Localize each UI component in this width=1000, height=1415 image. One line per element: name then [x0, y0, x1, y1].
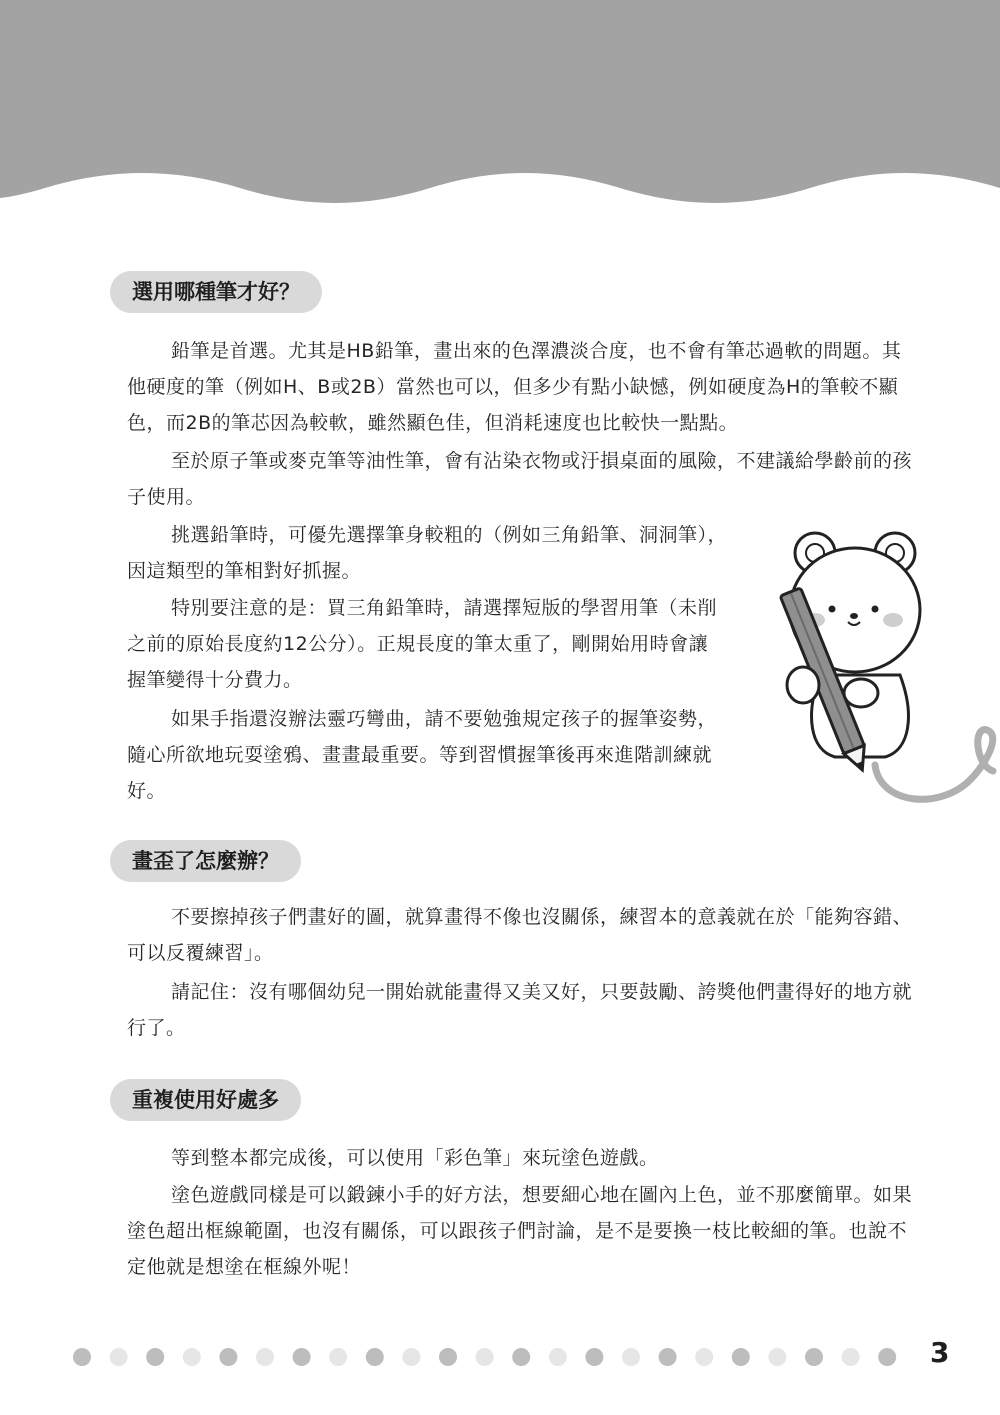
paragraph: 如果手指還沒辦法靈巧彎曲，請不要勉強規定孩子的握筆姿勢，隨心所欲地玩耍塗鴉、畫畫最重要。等到習慣握筆後再來進階訓練就好。 — [127, 708, 718, 802]
footer-dot — [768, 1348, 786, 1366]
footer-dot — [73, 1348, 91, 1366]
paragraph: 特別要注意的是：買三角鉛筆時，請選擇短版的學習用筆（未削之前的原始長度約12公分）。正規長度的筆太重了，剛開始用時會讓握筆變得十分費力。 — [127, 597, 718, 691]
footer-dot — [695, 1348, 713, 1366]
paragraph: 至於原子筆或麥克筆等油性筆，會有沾染衣物或汙損桌面的風險，不建議給學齡前的孩子使用。 — [127, 450, 913, 508]
header-wave-band — [0, 0, 1000, 215]
footer-dot — [622, 1348, 640, 1366]
footer-dot — [585, 1348, 603, 1366]
footer-dot — [183, 1348, 201, 1366]
footer-dot — [659, 1348, 677, 1366]
section-heading-mistakes: 畫歪了怎麼辦？ — [110, 840, 301, 882]
footer-dot-row — [70, 1347, 910, 1367]
footer-dot — [805, 1348, 823, 1366]
section-heading-pen-choice: 選用哪種筆才好？ — [110, 271, 322, 313]
footer-dot — [476, 1348, 494, 1366]
paragraph: 鉛筆是首選。尤其是HB鉛筆，畫出來的色澤濃淡合度，也不會有筆芯過軟的問題。其他硬度的筆（例如H、B或2B）當然也可以，但多少有點小缺憾，例如硬度為H的筆較不顯色，而2B的筆芯因為較軟，雖然顯色佳，但消耗速度也比較快一點點。 — [127, 340, 902, 434]
page-number: 3 — [930, 1336, 950, 1369]
footer-dot — [146, 1348, 164, 1366]
paragraph: 塗色遊戲同樣是可以鍛鍊小手的好方法，想要細心地在圖內上色，並不那麼簡單。如果塗色超出框線範圍，也沒有關係，可以跟孩子們討論，是不是要換一枝比較細的筆。也說不定他就是想塗在框線外呢！ — [127, 1184, 913, 1278]
bear-with-pencil-illustration — [765, 525, 1000, 810]
footer-dot — [256, 1348, 274, 1366]
footer-dot — [110, 1348, 128, 1366]
paragraph: 請記住：沒有哪個幼兒一開始就能畫得又美又好，只要鼓勵、誇獎他們畫得好的地方就行了。 — [127, 981, 913, 1039]
footer-dot — [439, 1348, 457, 1366]
footer-dot — [402, 1348, 420, 1366]
footer-dot — [293, 1348, 311, 1366]
footer-dot — [329, 1348, 347, 1366]
paragraph: 不要擦掉孩子們畫好的圖，就算畫得不像也沒關係，練習本的意義就在於「能夠容錯、可以反覆練習」。 — [127, 906, 913, 964]
footer-dot — [842, 1348, 860, 1366]
footer-dot — [219, 1348, 237, 1366]
footer-dot — [549, 1348, 567, 1366]
paragraph: 挑選鉛筆時，可優先選擇筆身較粗的（例如三角鉛筆、洞洞筆），因這類型的筆相對好抓握。 — [127, 524, 728, 582]
footer-dot — [512, 1348, 530, 1366]
footer-dot — [732, 1348, 750, 1366]
section-heading-reuse: 重複使用好處多 — [110, 1079, 301, 1121]
footer-dot — [366, 1348, 384, 1366]
footer-dot — [878, 1348, 896, 1366]
paragraph: 等到整本都完成後，可以使用「彩色筆」來玩塗色遊戲。 — [171, 1147, 659, 1169]
